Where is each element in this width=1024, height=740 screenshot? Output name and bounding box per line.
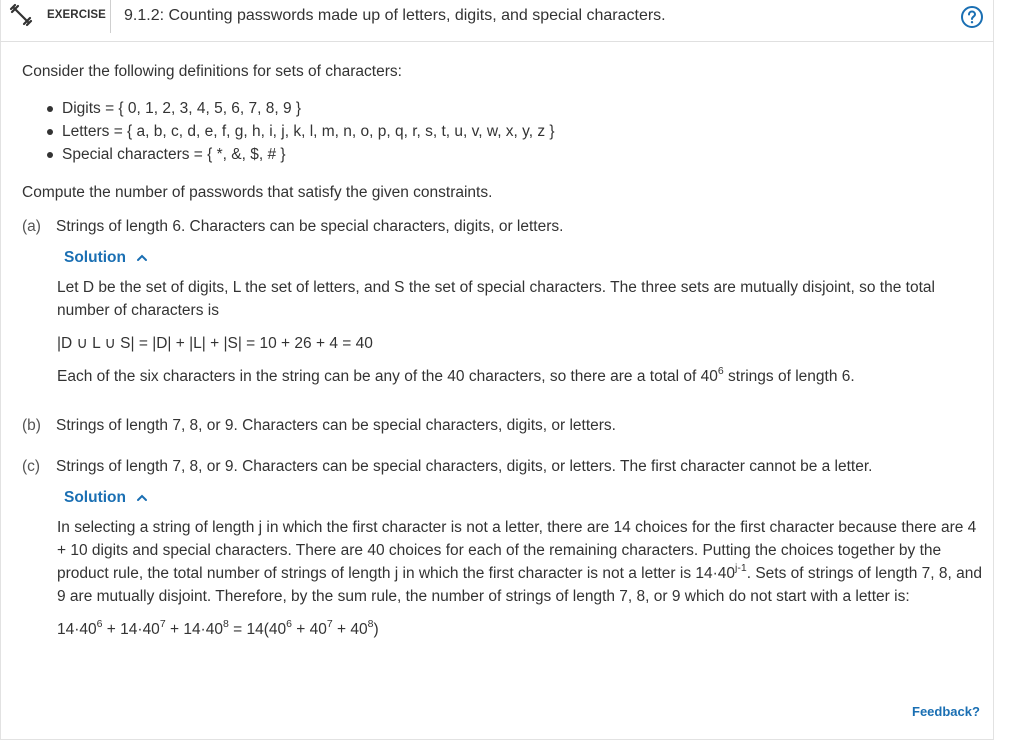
part-a-solution-text: Let D be the set of digits, L the set of letters, and S the set of special characters. The three sets are mutually disjoint, so the total number of characters is [57, 279, 935, 319]
part-a-solution-conclusion: Each of the six characters in the string can be any of the 40 characters, so there are a total of $40^6$ strings of length 6. [57, 364, 855, 385]
part-a-text: Strings of length 6. Characters can be special characters, digits, or letters. [56, 218, 564, 235]
exercise-weight-icon [9, 3, 33, 27]
part-a-solution-toggle[interactable] [64, 246, 148, 269]
part-a [22, 215, 982, 238]
part-a-label: (a) [22, 218, 41, 235]
part-b [22, 414, 982, 437]
part-c-solution-equation: $14\cdot 40^6 + 14\cdot 40^7 + 14\cdot 40^8 = 14(40^6 + 40^7 + 40^8)$ [57, 617, 379, 638]
part-c-solution-label: Solution [64, 489, 126, 506]
chevron-up-icon [136, 252, 148, 264]
part-c [22, 455, 982, 478]
definition-digits: Digits = { 0, 1, 2, 3, 4, 5, 6, 7, 8, 9 } [45, 97, 982, 120]
help-question-icon[interactable] [960, 5, 984, 29]
part-c-solution [57, 516, 982, 641]
definition-letters: Letters = { a, b, c, d, e, f, g, h, i, j, k, l, m, n, o, p, q, r, s, t, u, v, w, x, y, z } [45, 120, 982, 143]
part-b-text: Strings of length 7, 8, or 9. Characters can be special characters, digits, or letters. [56, 417, 616, 434]
compute-instruction: Compute the number of passwords that satisfy the given constraints. [22, 184, 493, 201]
part-c-solution-toggle[interactable] [64, 486, 148, 509]
part-a-solution [57, 276, 982, 388]
part-c-solution-text: In selecting a string of length j in which the first character is not a letter, there are 14 choices for the first character because there are 4 + 10 digits and special characters. There are 40 choices for each of the remaining characters. Putting the choices together by the product rule, the total number of strings of length j in which the first character is not a letter is $14\cdot 40^{j-1}$. Sets of strings of length 7, 8, and 9 are mutually disjoint. Therefore, by the sum rule, the number of strings of length 7, 8, or 9 which do not start with a letter is: [57, 519, 982, 605]
part-c-text: Strings of length 7, 8, or 9. Characters can be special characters, digits, or letters. The first character cannot be a letter. [56, 458, 873, 475]
exercise-label: EXERCISE [47, 9, 106, 21]
chevron-up-icon [136, 492, 148, 504]
part-b-label: (b) [22, 417, 41, 434]
feedback-link[interactable]: Feedback? [912, 704, 980, 719]
exercise-content [22, 60, 982, 651]
part-c-label: (c) [22, 458, 41, 475]
exercise-title: 9.1.2: Counting passwords made up of letters, digits, and special characters. [124, 7, 666, 24]
part-a-solution-equation: |D ∪ L ∪ S| = |D| + |L| + |S| = 10 + 26 + 4 = 40 [57, 335, 373, 352]
intro-text: Consider the following definitions for sets of characters: [22, 63, 402, 80]
definitions-list [22, 97, 982, 166]
exercise-header [0, 0, 994, 42]
header-divider [110, 0, 111, 33]
definition-special: Special characters = { *, &, $, # } [45, 143, 982, 166]
part-a-solution-label: Solution [64, 249, 126, 266]
